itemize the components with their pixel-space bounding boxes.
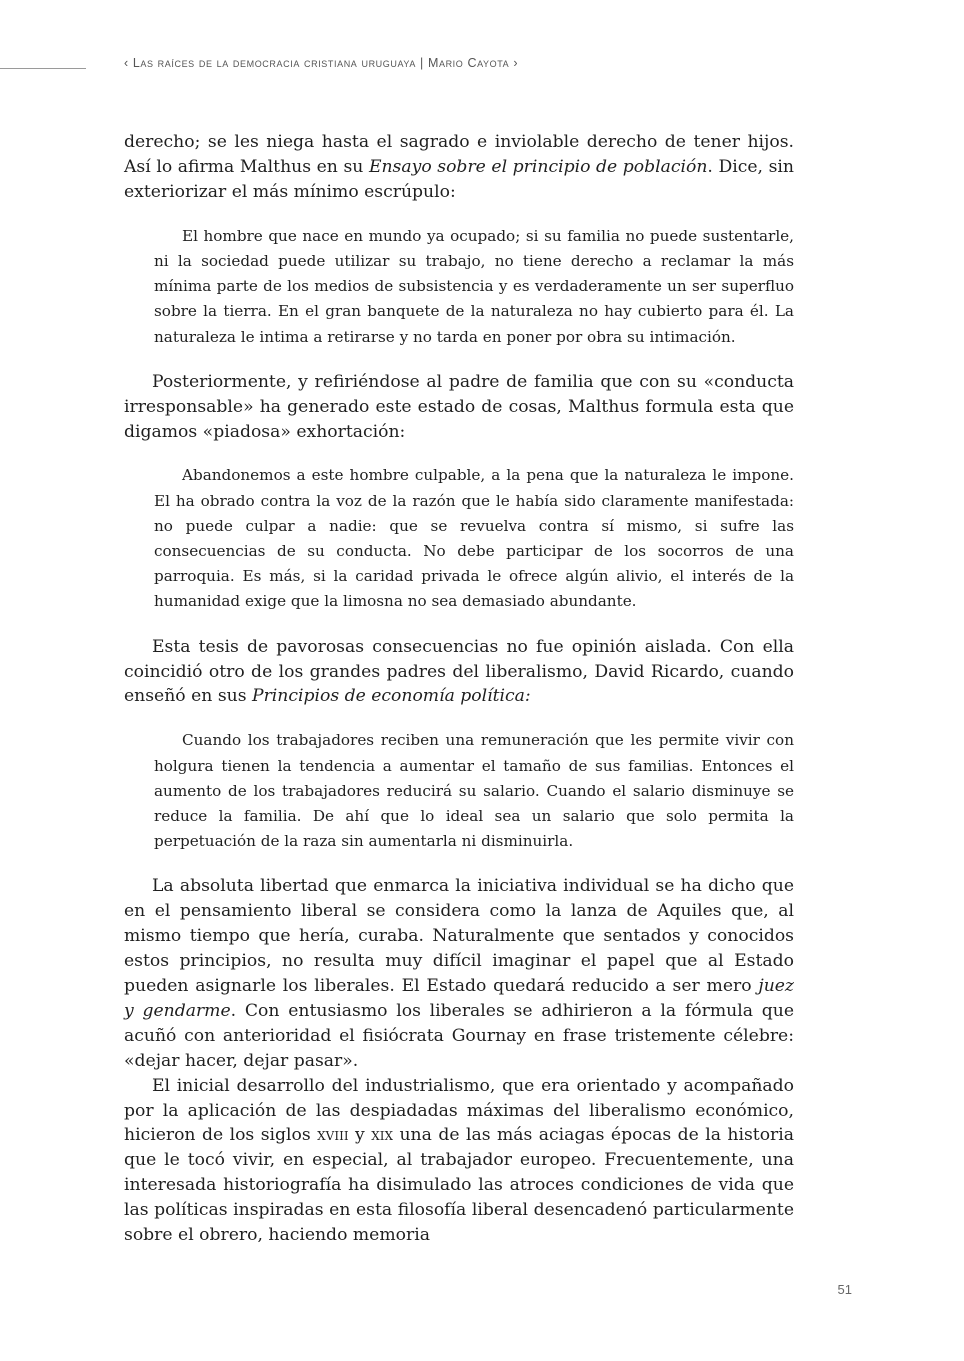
left-chevron: ‹ [124,56,129,70]
paragraph-3-text-a: Esta tesis de pavorosas consecuencias no fue opinión aislada. Con ella coincidió otro de los grandes padres del liberalismo, David Ricardo, cuando enseñó en sus [124,636,794,707]
paragraph-4 [124,874,794,1073]
paragraph-4-text-a: La absoluta libertad que enmarca la iniciativa individual se ha dicho que en el pensamiento liberal se considera como la lanza de Aquiles que, al mismo tiempo que hería, curaba. Naturalmente que sentados y conocidos estos principios, no resulta muy difícil imaginar el papel que al Estado pueden asignarle los liberales. El Estado quedará reducido a ser mero [124,876,794,997]
century-xviii: xviii [317,1125,349,1146]
book-title: Las raíces de la democracia cristiana uruguaya [132,56,416,70]
paragraph-1-text-a: derecho; se les niega hasta el sagrado e inviolable derecho de tener hijos. Así lo afirma Malthus en su [124,132,794,177]
page-body [124,130,794,1248]
quote-malthus-2 [154,463,794,614]
quote-malthus-2-text: Abandonemos a este hombre culpable, a la pena que la naturaleza le impone. El ha obrado contra la voz de la razón que le había sido claramente manifestada: no puede culpar a nadie: que se revuelva contra sí mismo, si sufre las consecuencias de su conducta. No debe participar de los socorros de una parroquia. Es más, si la caridad privada le ofrece algún alivio, el interés de la humanidad exige que la limosna no sea demasiado abundante. [154,466,794,611]
author-name: Mario Cayota [427,56,510,70]
header-separator: | [420,56,424,70]
paragraph-4-text-c: . Con entusiasmo los liberales se adhirieron a la fórmula que acuñó con anterioridad el fisiócrata Gournay en frase tristemente célebre: «dejar hacer, dejar pasar». [124,1000,794,1071]
book-title-ensayo: Ensayo sobre el principio de población [368,156,708,177]
paragraph-5-text-c: y [348,1125,372,1146]
paragraph-1 [124,130,794,205]
paragraph-5-text-e: una de las más aciagas épocas de la historia que le tocó vivir, en especial, al trabajador europeo. Frecuentemente, una interesada historiografía ha disimulado las atroces condiciones de vida que las políticas inspiradas en esta filosofía liberal desencadenó particularmente sobre el obrero, haciendo memoria [124,1125,795,1246]
paragraph-2: Posteriormente, y refiriéndose al padre de familia que con su «conducta irresponsable» ha generado este estado de cosas, Malthus formula esta que digamos «piadosa» exhortación: [124,371,794,442]
quote-ricardo-text: Cuando los trabajadores reciben una remuneración que les permite vivir con holgura tienen la tendencia a aumentar el tamaño de sus familias. Entonces el aumento de los trabajadores reducirá su salario. Cuando el salario disminuye se reduce la familia. De ahí que lo ideal sea un salario que solo permita la perpetuación de la raza sin aumentarla ni disminuirla. [154,731,794,851]
header-rule [0,68,86,69]
book-title-principios: Principios de economía política: [252,686,531,707]
paragraph-3 [124,635,794,710]
page-number: 51 [837,1282,852,1297]
paragraph-1-text-c: . Dice, sin exteriorizar el más mínimo escrúpulo: [124,156,794,202]
quote-malthus-1-text: El hombre que nace en mundo ya ocupado; si su familia no puede sustentarle, ni la sociedad puede utilizar su trabajo, no tiene derecho a reclamar la más mínima parte de los medios de subsistencia y es verdaderamente un ser superfluo sobre la tierra. En el gran banquete de la naturaleza no hay cubierto para él. La naturaleza le intima a retirarse y no tarda en poner por obra su intimación. [154,226,794,346]
phrase-juez-gendarme: juez y gendarme [124,976,794,1021]
right-chevron: › [513,56,519,70]
paragraph-5-text-a: El inicial desarrollo del industrialismo, que era orientado y acompañado por la aplicación de las despiadadas máximas del liberalismo económico, hicieron de los siglos [124,1075,794,1146]
running-head [124,56,518,70]
quote-ricardo [154,728,794,854]
paragraph-5 [124,1074,794,1248]
century-xix: xix [371,1125,394,1146]
quote-malthus-1 [154,224,794,350]
